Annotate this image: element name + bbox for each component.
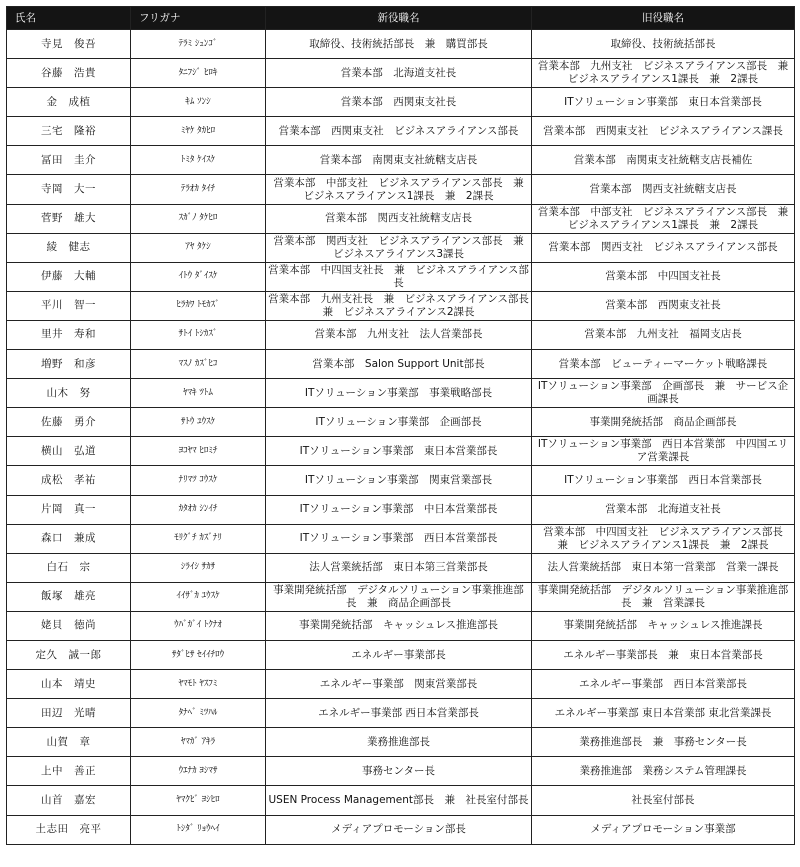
new-title-cell: メディアプロモーション部長 [266,815,532,844]
old-title-cell: 営業本部 中四国支社 ビジネスアライアンス部長 兼 ビジネスアライアンス1課長 兼 2課長 [532,524,795,553]
table-row [7,146,795,175]
table-row [7,437,795,466]
name-cell: 横山 弘道 [7,437,131,466]
table-row [7,30,795,59]
old-title-cell: ITソリューション事業部 西日本営業部長 [532,466,795,495]
old-title-cell: ITソリューション事業部 東日本営業部長 [532,88,795,117]
new-title-cell: エネルギー事業部長 [266,640,532,669]
table-row [7,233,795,262]
old-title-cell: 営業本部 中四国支社長 [532,262,795,291]
kana-cell: ｶﾀｵｶ ｼﾝｲﾁ [131,495,266,524]
new-title-cell: ITソリューション事業部 中日本営業部長 [266,495,532,524]
kana-cell: ﾄﾐﾀ ｹｲｽｹ [131,146,266,175]
kana-cell: ｲﾄｳ ﾀﾞｲｽｹ [131,262,266,291]
old-title-cell: 営業本部 関西支社 ビジネスアライアンス部長 [532,233,795,262]
table-row [7,88,795,117]
name-cell: 田辺 光晴 [7,699,131,728]
table-row [7,640,795,669]
kana-cell: ｷﾑ ｿﾝｼ [131,88,266,117]
new-title-cell: 法人営業統括部 東日本第三営業部長 [266,553,532,582]
new-title-cell: USEN Process Management部長 兼 社長室付部長 [266,786,532,815]
old-title-cell: メディアプロモーション事業部 [532,815,795,844]
old-title-cell: 営業本部 西関東支社長 [532,291,795,320]
table-row [7,320,795,349]
name-cell: 寺見 俊吾 [7,30,131,59]
name-cell: 上中 善正 [7,757,131,786]
table-row [7,466,795,495]
kana-cell: ｲｲｻﾞｶ ﾕｳｽｹ [131,582,266,611]
new-title-cell: 業務推進部長 [266,728,532,757]
new-title-cell: ITソリューション事業部 西日本営業部長 [266,524,532,553]
name-cell: 伊藤 大輔 [7,262,131,291]
kana-cell: ﾀﾅﾍﾞ ﾐﾂﾊﾙ [131,699,266,728]
name-cell: 山賀 章 [7,728,131,757]
old-title-cell: 営業本部 ビューティーマーケット戦略課長 [532,350,795,379]
name-cell: 里井 寿和 [7,320,131,349]
kana-cell: ﾋﾗｶﾜ ﾄﾓｶｽﾞ [131,291,266,320]
kana-cell: ﾔﾏｶﾞ ｱｷﾗ [131,728,266,757]
table-row [7,175,795,204]
old-title-cell: 営業本部 関西支社統轄支店長 [532,175,795,204]
new-title-cell: 営業本部 九州支社 法人営業部長 [266,320,532,349]
new-title-cell: 営業本部 関西支社統轄支店長 [266,204,532,233]
old-title-cell: ITソリューション事業部 西日本営業部 中四国エリア営業課長 [532,437,795,466]
old-title-cell: エネルギー事業部 西日本営業部長 [532,670,795,699]
name-cell: 山木 努 [7,379,131,408]
kana-cell: ﾔﾏｸﾋﾞ ﾖｼﾋﾛ [131,786,266,815]
new-title-cell: 営業本部 関西支社 ビジネスアライアンス部長 兼 ビジネスアライアンス3課長 [266,233,532,262]
table-row [7,815,795,844]
personnel-table [6,6,799,845]
old-title-cell: 法人営業統括部 東日本第一営業部 営業一課長 [532,553,795,582]
old-title-cell: エネルギー事業部長 兼 東日本営業部長 [532,640,795,669]
kana-cell: ﾀﾆﾌｼﾞ ﾋﾛｷ [131,59,266,88]
table-row [7,699,795,728]
new-title-cell: ITソリューション事業部 関東営業部長 [266,466,532,495]
table-row [7,495,795,524]
kana-cell: ｳｴﾅｶ ﾖｼﾏｻ [131,757,266,786]
old-title-cell: 取締役、技術統括部長 [532,30,795,59]
kana-cell: ﾅﾘﾏﾂ ｺｳｽｹ [131,466,266,495]
new-title-cell: 営業本部 Salon Support Unit部長 [266,350,532,379]
old-title-cell: 営業本部 北海道支社長 [532,495,795,524]
header-name: 氏名 [7,7,131,30]
name-cell: 綾 健志 [7,233,131,262]
name-cell: 冨田 圭介 [7,146,131,175]
new-title-cell: 営業本部 中部支社 ビジネスアライアンス部長 兼 ビジネスアライアンス1課長 兼 2課長 [266,175,532,204]
name-cell: 白石 宗 [7,553,131,582]
old-title-cell: 業務推進部 業務システム管理課長 [532,757,795,786]
kana-cell: ﾃﾗﾐ ｼｭﾝｺﾞ [131,30,266,59]
table-row [7,553,795,582]
name-cell: 土志田 亮平 [7,815,131,844]
table-row [7,524,795,553]
kana-cell: ｱﾔ ﾀｹｼ [131,233,266,262]
new-title-cell: 事業開発統括部 キャッシュレス推進部長 [266,611,532,640]
old-title-cell: 営業本部 西関東支社 ビジネスアライアンス課長 [532,117,795,146]
old-title-cell: 事業開発統括部 デジタルソリューション事業推進部長 兼 営業課長 [532,582,795,611]
new-title-cell: 事業開発統括部 デジタルソリューション事業推進部長 兼 商品企画部長 [266,582,532,611]
kana-cell: ｻﾄｳ ﾕｳｽｹ [131,408,266,437]
table-row [7,757,795,786]
name-cell: 片岡 真一 [7,495,131,524]
table-row [7,291,795,320]
new-title-cell: 取締役、技術統括部長 兼 購買部長 [266,30,532,59]
table-row [7,611,795,640]
kana-cell: ﾖｺﾔﾏ ﾋﾛﾐﾁ [131,437,266,466]
kana-cell: ｼﾗｲｼ ｻｶｻ [131,553,266,582]
name-cell: 森口 兼成 [7,524,131,553]
new-title-cell: ITソリューション事業部 東日本営業部長 [266,437,532,466]
personnel-table-wrapper [6,6,799,845]
kana-cell: ｻﾀﾞﾋｻ ｾｲｲﾁﾛｳ [131,640,266,669]
new-title-cell: ITソリューション事業部 企画部長 [266,408,532,437]
table-row [7,728,795,757]
new-title-cell: 営業本部 南関東支社統轄支店長 [266,146,532,175]
name-cell: 金 成植 [7,88,131,117]
kana-cell: ﾃﾗｵｶ ﾀｲﾁ [131,175,266,204]
name-cell: 成松 孝祐 [7,466,131,495]
kana-cell: ﾔﾏｷ ﾂﾄﾑ [131,379,266,408]
kana-cell: ﾄｼﾀﾞ ﾘｮｳﾍｲ [131,815,266,844]
kana-cell: ｻﾄｲ ﾄｼｶｽﾞ [131,320,266,349]
kana-cell: ﾓﾘｸﾞﾁ ｶｽﾞﾅﾘ [131,524,266,553]
new-title-cell: 営業本部 北海道支社長 [266,59,532,88]
kana-cell: ｽｶﾞﾉ ﾀｹﾋﾛ [131,204,266,233]
table-row [7,117,795,146]
name-cell: 増野 和彦 [7,350,131,379]
name-cell: 菅野 雄大 [7,204,131,233]
old-title-cell: 営業本部 九州支社 福岡支店長 [532,320,795,349]
name-cell: 定久 誠一郎 [7,640,131,669]
name-cell: 平川 智一 [7,291,131,320]
new-title-cell: 営業本部 中四国支社長 兼 ビジネスアライアンス部長 [266,262,532,291]
new-title-cell: ITソリューション事業部 事業戦略部長 [266,379,532,408]
table-body [7,30,799,845]
old-title-cell: ITソリューション事業部 企画部長 兼 サービス企画課長 [532,379,795,408]
table-row [7,204,795,233]
name-cell: 谷藤 浩貴 [7,59,131,88]
name-cell: 山本 靖史 [7,670,131,699]
name-cell: 山首 嘉宏 [7,786,131,815]
name-cell: 佐藤 勇介 [7,408,131,437]
table-row [7,786,795,815]
table-row [7,350,795,379]
old-title-cell: 社長室付部長 [532,786,795,815]
new-title-cell: エネルギー事業部 西日本営業部長 [266,699,532,728]
kana-cell: ｳﾊﾞｶﾞｲ ﾄｸﾅｵ [131,611,266,640]
new-title-cell: 営業本部 九州支社長 兼 ビジネスアライアンス部長 兼 ビジネスアライアンス2課長 [266,291,532,320]
old-title-cell: 事業開発統括部 キャッシュレス推進課長 [532,611,795,640]
new-title-cell: エネルギー事業部 関東営業部長 [266,670,532,699]
name-cell: 三宅 隆裕 [7,117,131,146]
header-kana: フリガナ [131,7,266,30]
table-header [7,7,795,30]
kana-cell: ﾔﾏﾓﾄ ﾔｽﾌﾐ [131,670,266,699]
name-cell: 飯塚 雄亮 [7,582,131,611]
table-row [7,379,795,408]
header-new-title: 新役職名 [266,7,532,30]
kana-cell: ﾏｽﾉ ｶｽﾞﾋｺ [131,350,266,379]
table-row [7,59,795,88]
table-row [7,670,795,699]
header-old-title: 旧役職名 [532,7,795,30]
old-title-cell: 業務推進部長 兼 事務センター長 [532,728,795,757]
name-cell: 姥貝 徳尚 [7,611,131,640]
old-title-cell: 営業本部 中部支社 ビジネスアライアンス部長 兼 ビジネスアライアンス1課長 兼 2課長 [532,204,795,233]
old-title-cell: 営業本部 九州支社 ビジネスアライアンス部長 兼 ビジネスアライアンス1課長 兼 2課長 [532,59,795,88]
table-row [7,262,795,291]
new-title-cell: 事務センター長 [266,757,532,786]
table-row [7,582,795,611]
old-title-cell: エネルギー事業部 東日本営業部 東北営業課長 [532,699,795,728]
new-title-cell: 営業本部 西関東支社 ビジネスアライアンス部長 [266,117,532,146]
old-title-cell: 事業開発統括部 商品企画部長 [532,408,795,437]
name-cell: 寺岡 大一 [7,175,131,204]
old-title-cell: 営業本部 南関東支社統轄支店長補佐 [532,146,795,175]
new-title-cell: 営業本部 西関東支社長 [266,88,532,117]
table-row [7,408,795,437]
header-row [7,7,795,30]
kana-cell: ﾐﾔｹ ﾀｶﾋﾛ [131,117,266,146]
